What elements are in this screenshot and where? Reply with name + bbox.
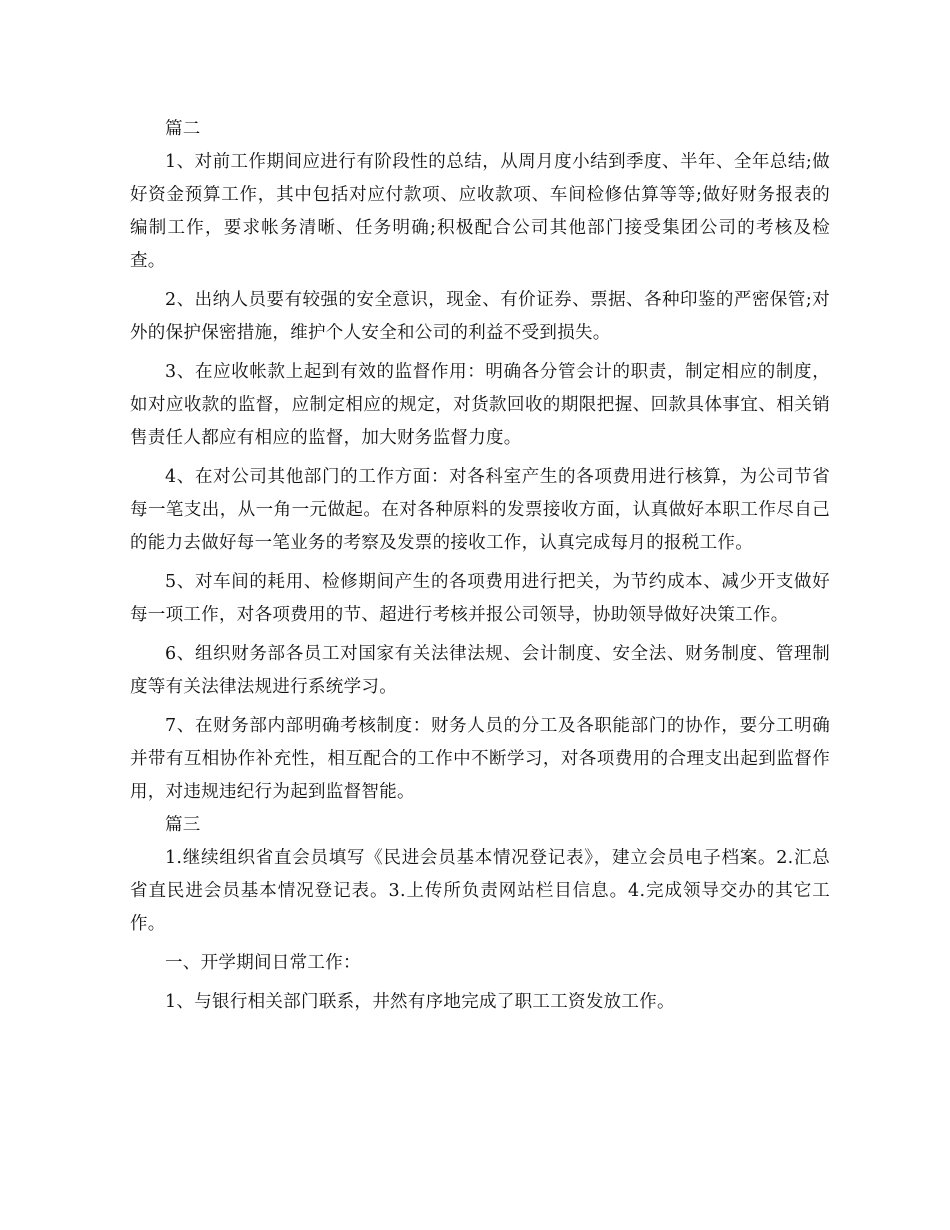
paragraph-4: 4、在对公司其他部门的工作方面：对各科室产生的各项费用进行核算，为公司节省每一笔支出，从一角一元做起。在对各种原料的发票接收方面，认真做好本职工作尽自己的能力去做好每一笔业务的考察及发票的接收工作，认真完成每月的报税工作。 — [130, 467, 830, 553]
section-heading-3: 篇三 — [165, 815, 201, 835]
paragraph-7: 7、在财务部内部明确考核制度：财务人员的分工及各职能部门的协作，要分工明确并带有互相协作补充性，相互配合的工作中不断学习，对各项费用的合理支出起到监督作用，对违规违纪行为起到监督智能。 — [130, 716, 830, 802]
section-heading-2: 篇二 — [165, 119, 201, 139]
paragraph-8: 1.继续组织省直会员填写《民进会员基本情况登记表》，建立会员电子档案。2.汇总省直民进会员基本情况登记表。3.上传所负责网站栏目信息。4.完成领导交办的其它工作。 — [130, 848, 830, 934]
paragraph-1: 1、对前工作期间应进行有阶段性的总结，从周月度小结到季度、半年、全年总结;做好资金预算工作，其中包括对应付款项、应收款项、车间检修估算等等;做好财务报表的编制工作，要求帐务清晰、任务明确;积极配合公司其他部门接受集团公司的考核及检查。 — [130, 152, 830, 271]
paragraph-3: 3、在应收帐款上起到有效的监督作用：明确各分管会计的职责，制定相应的制度，如对应收款的监督，应制定相应的规定，对货款回收的期限把握、回款具体事宜、相关销售责任人都应有相应的监督，加大财务监督力度。 — [130, 362, 830, 448]
subheading-1: 一、开学期间日常工作： — [165, 953, 361, 973]
paragraph-6: 6、组织财务部各员工对国家有关法律法规、会计制度、安全法、财务制度、管理制度等有关法律法规进行系统学习。 — [130, 644, 830, 697]
document-body — [130, 113, 830, 1019]
paragraph-5: 5、对车间的耗用、检修期间产生的各项费用进行把关，为节约成本、减少开支做好每一项工作，对各项费用的节、超进行考核并报公司领导，协助领导做好决策工作。 — [130, 572, 830, 625]
paragraph-9: 1、与银行相关部门联系，井然有序地完成了职工工资发放工作。 — [165, 992, 675, 1012]
paragraph-2: 2、出纳人员要有较强的安全意识，现金、有价证券、票据、各种印鉴的严密保管;对外的保护保密措施，维护个人安全和公司的利益不受到损失。 — [130, 290, 830, 343]
